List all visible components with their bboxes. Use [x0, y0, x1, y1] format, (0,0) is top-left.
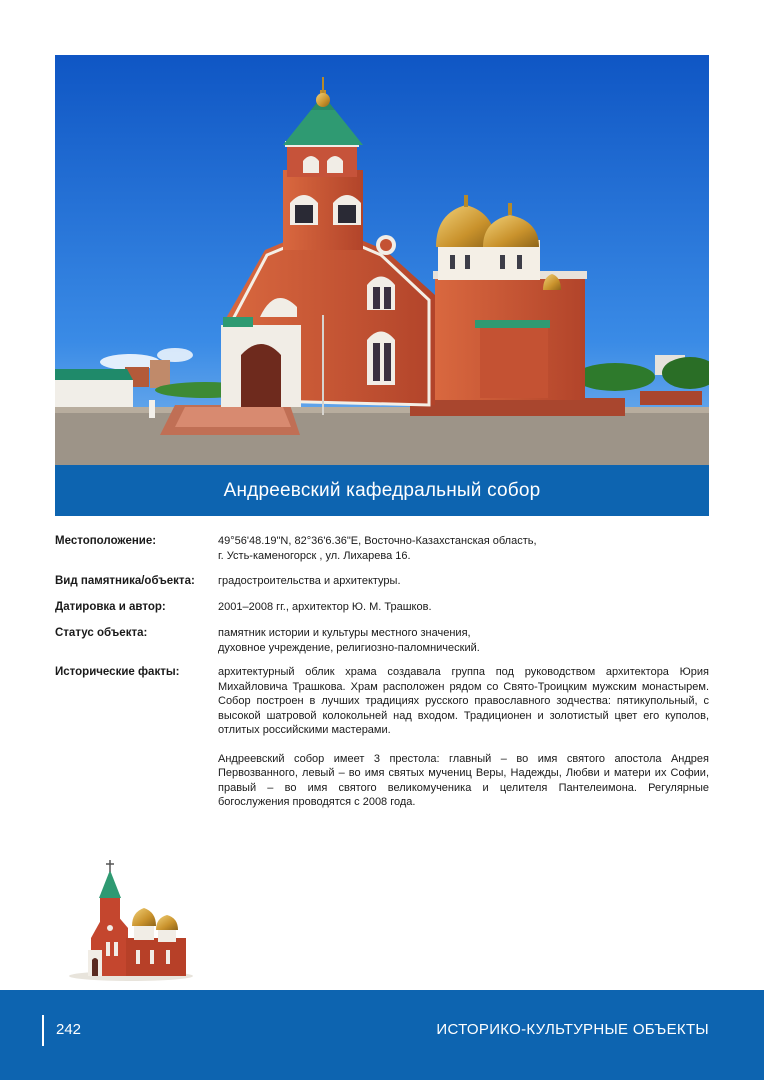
- cathedral-sketch: [66, 858, 196, 983]
- footer-divider: [42, 1015, 44, 1046]
- cathedral-photo: [55, 55, 709, 465]
- row-facts: [55, 665, 709, 810]
- info-table: [55, 534, 709, 810]
- page-number: 242: [56, 1021, 82, 1038]
- row-status: [55, 626, 709, 655]
- status-value: памятник истории и культуры местного значения, духовное учреждение, религиозно-паломнический.: [218, 627, 480, 654]
- page-title: Андреевский кафедральный собор: [223, 479, 541, 501]
- dating-label: Датировка и автор:: [55, 601, 166, 613]
- status-label: Статус объекта:: [55, 627, 148, 639]
- type-value: градостроительства и архитектуры.: [218, 575, 401, 587]
- location-label: Местоположение:: [55, 535, 157, 547]
- page-footer: [0, 990, 764, 1080]
- facts-paragraph: Андреевский собор имеет 3 престола: главный – во имя святого апостола Андрея Первозванного, левый – во имя святых мучениц Веры, Надежды, Любви и матери их Софии, правый – во имя святого великомученика и целителя Пантелеимона. Регулярные богослужения проводятся с 2008 года.: [218, 752, 709, 808]
- row-dating: [55, 600, 709, 615]
- facts-paragraph: архитектурный облик храма создавала группа под руководством архитектора Юрия Михайловича Трашкова. Храм расположен рядом со Свято-Троицким мужским монастырем. Собор построен в лучших традициях русского православного зодчества: пятикупольный, с высокой шатровой колокольней над входом. Традиционен и золотистый цвет его куполов, отлитых российскими мастерами.: [218, 666, 709, 736]
- row-location: [55, 534, 709, 563]
- location-value: 49°56'48.19"N, 82°36'6.36"E, Восточно-Казахстанская область, г. Усть-каменогорск , ул. Лихарева 16.: [218, 535, 537, 562]
- type-label: Вид памятника/объекта:: [55, 575, 195, 587]
- section-title: ИСТОРИКО-КУЛЬТУРНЫЕ ОБЪЕКТЫ: [436, 1021, 709, 1038]
- row-type: [55, 574, 709, 589]
- facts-label: Исторические факты:: [55, 666, 180, 678]
- dating-value: 2001–2008 гг., архитектор Ю. М. Трашков.: [218, 601, 432, 613]
- facts-text: [218, 665, 709, 810]
- title-band: [55, 465, 709, 516]
